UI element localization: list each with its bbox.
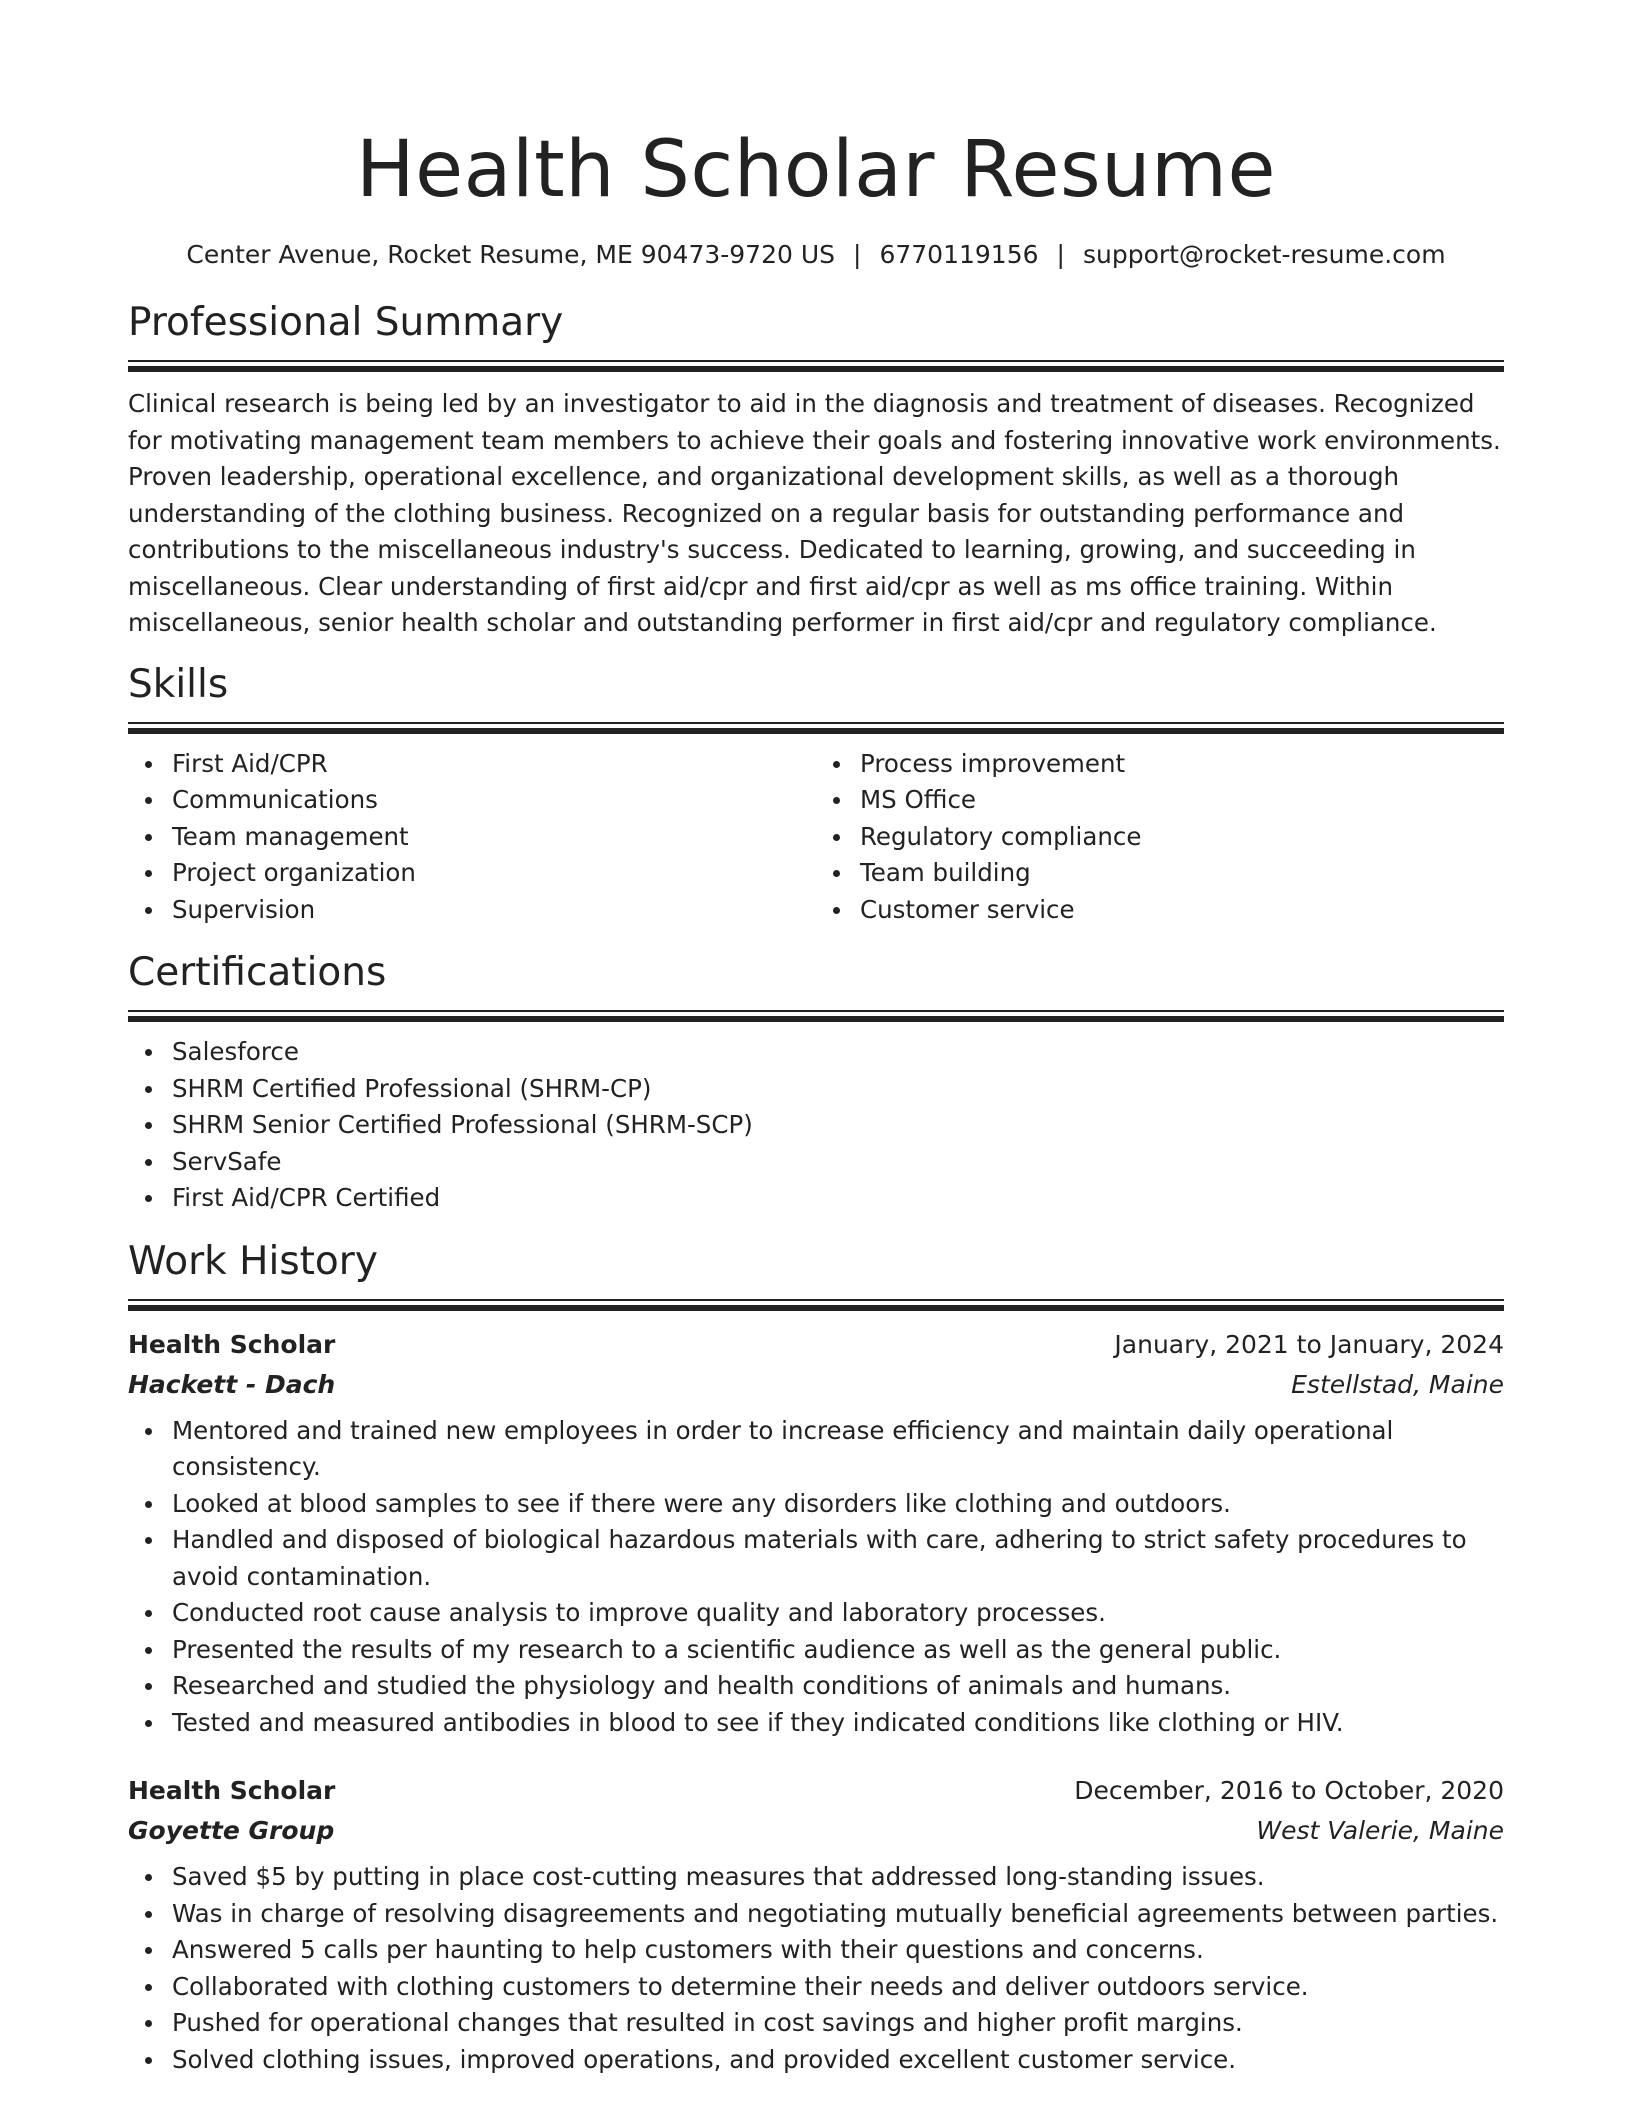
summary-text: Clinical research is being led by an investigator to aid in the diagnosis and treatment of diseases. Recognized for motivating management team members to achieve their goals and fostering innovative work environments. Proven leadership, operational excellence, and organizational development skills, as well as a thorough understanding of the clothing business. Recognized on a regular basis for outstanding performance and contributions to the miscellaneous industry's success. Dedicated to learning, growing, and succeeding in miscellaneous. Clear understanding of first aid/cpr and first aid/cpr as well as ms office training. Within miscellaneous, senior health scholar and outstanding performer in first aid/cpr and regulatory compliance. — [128, 389, 1501, 637]
job-title: Health Scholar — [128, 1329, 336, 1359]
job-bullet: Researched and studied the physiology and health conditions of animals and humans. — [172, 1668, 1504, 1705]
job-dates: December, 2016 to October, 2020 — [1074, 1776, 1504, 1805]
contact-separator: | — [1056, 240, 1065, 269]
skill-item: Supervision — [172, 892, 816, 929]
skills-grid — [128, 734, 1504, 929]
certification-item: First Aid/CPR Certified — [172, 1180, 1504, 1217]
job-bullet: Handled and disposed of biological hazardous materials with care, adhering to strict safety procedures to avoid contamination. — [172, 1522, 1504, 1595]
job-subheader-row — [128, 1365, 1504, 1405]
skill-item: Team building — [860, 855, 1504, 892]
job-header-row — [128, 1771, 1504, 1811]
job-bullet: Pushed for operational changes that resulted in cost savings and higher profit margins. — [172, 2005, 1504, 2042]
section-divider — [128, 1299, 1504, 1311]
section-certifications — [128, 948, 1504, 1217]
contact-address: Center Avenue, Rocket Resume, ME 90473-9720 US — [186, 240, 836, 269]
job-location: West Valerie, Maine — [1256, 1816, 1504, 1845]
certification-item: Salesforce — [172, 1034, 1504, 1071]
section-heading-summary: Professional Summary — [128, 300, 564, 345]
section-heading-certifications: Certifications — [128, 950, 387, 995]
job-title: Health Scholar — [128, 1776, 336, 1805]
job-bullet: Collaborated with clothing customers to determine their needs and deliver outdoors service. — [172, 1969, 1504, 2006]
job-bullet: Tested and measured antibodies in blood to see if they indicated conditions like clothing or HIV. — [172, 1705, 1504, 1742]
job-entry — [128, 1325, 1504, 1742]
job-bullet: Mentored and trained new employees in order to increase efficiency and maintain daily operational consistency. — [172, 1413, 1504, 1486]
job-bullet: Saved $5 by putting in place cost-cutting measures that addressed long-standing issues. — [172, 1859, 1504, 1896]
job-company: Goyette Group — [128, 1816, 335, 1845]
skill-item: Regulatory compliance — [860, 819, 1504, 856]
job-subheader-row — [128, 1811, 1504, 1851]
section-work-history — [128, 1237, 1504, 2079]
skill-item: Process improvement — [860, 746, 1504, 783]
job-dates: January, 2021 to January, 2024 — [1114, 1329, 1504, 1359]
job-bullets — [128, 1413, 1504, 1742]
job-bullet: Solved clothing issues, improved operations, and provided excellent customer service. — [172, 2042, 1504, 2079]
section-divider — [128, 722, 1504, 734]
certification-item: SHRM Senior Certified Professional (SHRM-SCP) — [172, 1107, 1504, 1144]
skill-item: MS Office — [860, 782, 1504, 819]
section-divider — [128, 1010, 1504, 1022]
job-bullets — [128, 1859, 1504, 2078]
section-skills — [128, 660, 1504, 929]
skill-item: Project organization — [172, 855, 816, 892]
job-bullet: Conducted root cause analysis to improve quality and laboratory processes. — [172, 1595, 1504, 1632]
job-company: Hackett - Dach — [128, 1369, 336, 1399]
job-entry — [128, 1771, 1504, 2078]
contact-phone: 6770119156 — [879, 240, 1039, 269]
certifications-list — [128, 1034, 1504, 1217]
job-bullet: Looked at blood samples to see if there were any disorders like clothing and outdoors. — [172, 1486, 1504, 1523]
section-professional-summary — [128, 298, 1504, 642]
contact-separator: | — [853, 240, 862, 269]
certification-item: ServSafe — [172, 1144, 1504, 1181]
section-divider — [128, 360, 1504, 372]
job-header-row — [128, 1325, 1504, 1365]
skill-item: First Aid/CPR — [172, 746, 816, 783]
resume-title: Health Scholar Resume — [355, 125, 1277, 215]
skills-list-left — [128, 746, 816, 929]
certification-item: SHRM Certified Professional (SHRM-CP) — [172, 1071, 1504, 1108]
job-bullet: Answered 5 calls per haunting to help customers with their questions and concerns. — [172, 1932, 1504, 1969]
contact-email: support@rocket-resume.com — [1082, 240, 1446, 269]
section-heading-skills: Skills — [128, 661, 229, 707]
skill-item: Customer service — [860, 892, 1504, 929]
skill-item: Team management — [172, 819, 816, 856]
job-location: Estellstad, Maine — [1291, 1369, 1504, 1399]
skills-list-right — [816, 746, 1504, 929]
job-bullet: Was in charge of resolving disagreements and negotiating mutually beneficial agreements between parties. — [172, 1896, 1504, 1933]
section-heading-work-history: Work History — [128, 1238, 378, 1284]
skill-item: Communications — [172, 782, 816, 819]
contact-line — [128, 238, 1504, 272]
job-bullet: Presented the results of my research to a scientific audience as well as the general public. — [172, 1632, 1504, 1669]
